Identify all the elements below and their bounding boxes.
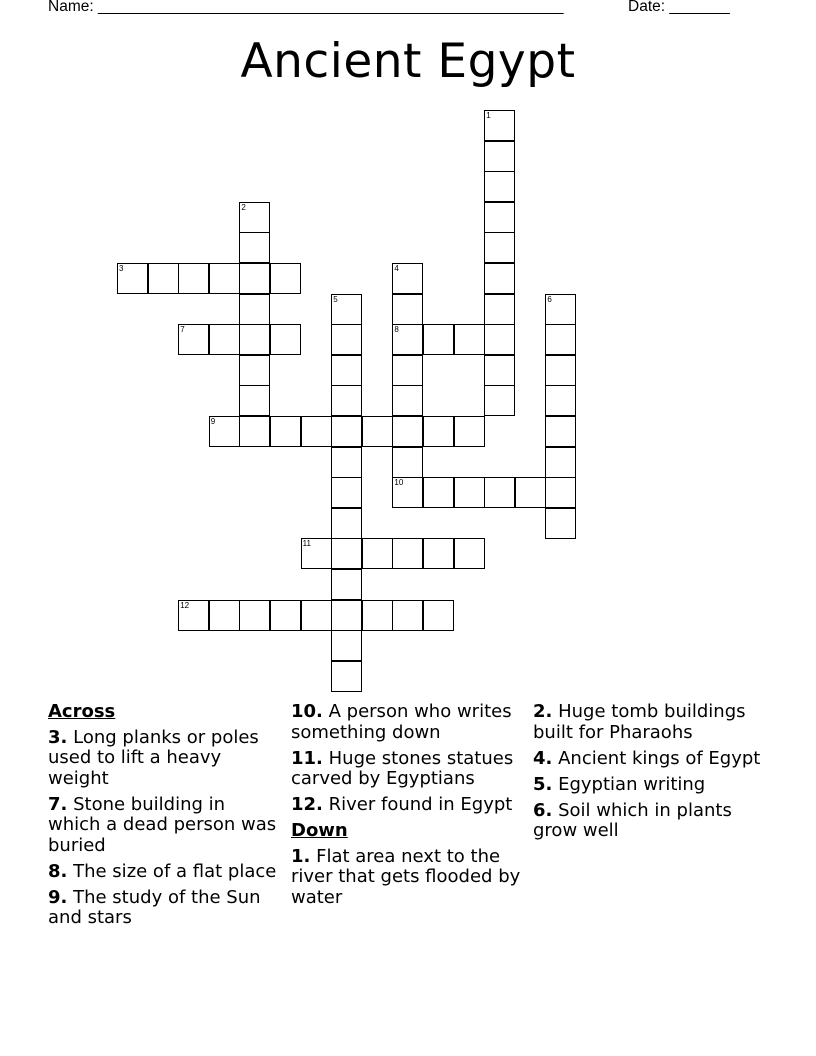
cell-number: 2 (241, 202, 246, 212)
grid-cell[interactable] (484, 263, 515, 294)
cell-number: 3 (119, 264, 124, 273)
grid-cell[interactable] (331, 416, 362, 447)
grid-cell[interactable] (331, 661, 362, 692)
grid-cell[interactable] (209, 600, 240, 631)
grid-cell[interactable] (423, 416, 454, 447)
grid-cell[interactable] (392, 385, 423, 416)
grid-cell[interactable] (239, 600, 270, 631)
grid-cell[interactable] (239, 202, 270, 233)
grid-cell[interactable] (392, 447, 423, 478)
grid-cell[interactable] (545, 385, 576, 416)
grid-cell[interactable] (331, 324, 362, 355)
grid-cell[interactable] (423, 477, 454, 508)
grid-cell[interactable] (484, 141, 515, 172)
grid-cell[interactable] (331, 630, 362, 661)
crossword-grid (117, 110, 577, 692)
grid-cell[interactable] (239, 324, 270, 355)
grid-cell[interactable] (392, 324, 423, 355)
grid-cell[interactable] (239, 416, 270, 447)
date-field-label: Date: _______ (628, 0, 730, 15)
down-heading: Down (291, 820, 348, 841)
grid-cell[interactable] (545, 477, 576, 508)
grid-cell[interactable] (454, 416, 485, 447)
grid-cell[interactable] (423, 538, 454, 569)
grid-cell[interactable] (484, 355, 515, 386)
grid-cell[interactable] (362, 538, 393, 569)
clue-down-1: 1. Flat area next to the river that gets flooded by water (291, 845, 521, 908)
grid-cell[interactable] (423, 324, 454, 355)
grid-cell[interactable] (392, 416, 423, 447)
puzzle-title: Ancient Egypt (240, 34, 576, 89)
grid-cell[interactable] (331, 508, 362, 539)
clue-across-7: 7. Stone building in which a dead person was buried (48, 793, 277, 856)
grid-cell[interactable] (209, 324, 240, 355)
grid-cell[interactable] (331, 538, 362, 569)
cell-number: 4 (394, 264, 399, 273)
grid-cell[interactable] (239, 263, 270, 294)
grid-cell[interactable] (331, 385, 362, 416)
grid-cell[interactable] (545, 447, 576, 478)
clue-across-10: 10. A person who writes something down (291, 701, 512, 743)
grid-cell[interactable] (270, 600, 301, 631)
cell-number: 5 (333, 294, 338, 304)
cell-number: 11 (302, 539, 311, 549)
grid-cell[interactable] (178, 600, 209, 631)
clue-across-8: 8. The size of a flat place (48, 860, 277, 882)
grid-cell[interactable] (209, 416, 240, 447)
grid-cell[interactable] (239, 385, 270, 416)
clue-across-11: 11. Huge stones statues carved by Egyptians (291, 747, 514, 789)
grid-cell[interactable] (239, 232, 270, 263)
grid-cell[interactable] (545, 508, 576, 539)
clue-down-6: 6. Soil which in plants grow well (533, 799, 732, 841)
across-heading: Across (48, 701, 116, 722)
grid-cell[interactable] (545, 416, 576, 447)
grid-cell[interactable] (117, 263, 148, 294)
grid-cell[interactable] (484, 385, 515, 416)
grid-cell[interactable] (392, 477, 423, 508)
grid-cell[interactable] (484, 477, 515, 508)
cell-number: 7 (180, 325, 185, 335)
grid-cell[interactable] (454, 538, 485, 569)
grid-cell[interactable] (362, 416, 393, 447)
grid-cell[interactable] (484, 324, 515, 355)
cell-number: 12 (180, 600, 190, 610)
grid-cell[interactable] (362, 600, 393, 631)
grid-cell[interactable] (484, 232, 515, 263)
grid-cell[interactable] (331, 355, 362, 386)
grid-cell[interactable] (270, 416, 301, 447)
clue-down-4: 4. Ancient kings of Egypt (533, 747, 761, 769)
grid-cell[interactable] (239, 294, 270, 325)
grid-cell[interactable] (301, 416, 332, 447)
clue-column-1 (48, 702, 280, 934)
grid-cell[interactable] (392, 355, 423, 386)
grid-cell[interactable] (515, 477, 546, 508)
clue-across-9: 9. The study of the Sun and stars (48, 886, 261, 928)
grid-cell[interactable] (331, 447, 362, 478)
grid-cell[interactable] (484, 202, 515, 233)
clue-across-3: 3. Long planks or poles used to lift a heavy weight (48, 726, 259, 789)
clue-column-2 (291, 702, 523, 914)
cell-number: 6 (547, 294, 552, 304)
grid-cell[interactable] (239, 355, 270, 386)
grid-cell[interactable] (209, 263, 240, 294)
grid-cell[interactable] (148, 263, 179, 294)
cell-number: 1 (486, 111, 491, 120)
grid-cell[interactable] (423, 600, 454, 631)
cell-number: 9 (210, 417, 216, 426)
grid-cell[interactable] (331, 477, 362, 508)
grid-cell[interactable] (454, 324, 485, 355)
grid-cell[interactable] (270, 263, 301, 294)
grid-cell[interactable] (178, 324, 209, 355)
grid-cell[interactable] (270, 324, 301, 355)
grid-cell[interactable] (454, 477, 485, 508)
grid-cell[interactable] (545, 324, 576, 355)
clue-down-5: 5. Egyptian writing (533, 773, 706, 795)
grid-cell[interactable] (331, 600, 362, 631)
grid-cell[interactable] (331, 569, 362, 600)
grid-cell[interactable] (484, 171, 515, 202)
cell-number: 8 (394, 325, 399, 335)
grid-cell[interactable] (484, 294, 515, 325)
grid-cell[interactable] (301, 600, 332, 631)
grid-cell[interactable] (392, 294, 423, 325)
grid-cell[interactable] (545, 355, 576, 386)
cell-number: 10 (394, 478, 404, 488)
grid-cell[interactable] (392, 600, 423, 631)
clue-down-2: 2. Huge tomb buildings built for Pharaohs (533, 701, 746, 743)
clue-column-3 (533, 702, 765, 847)
grid-cell[interactable] (392, 538, 423, 569)
grid-cell[interactable] (301, 538, 332, 569)
name-field-label: Name: ______________________________________________________ (48, 0, 564, 15)
clue-across-12: 12. River found in Egypt (291, 794, 513, 815)
grid-cell[interactable] (484, 110, 515, 141)
grid-cell[interactable] (178, 263, 209, 294)
grid-cell[interactable] (545, 294, 576, 325)
grid-cell[interactable] (392, 263, 423, 294)
grid-cell[interactable] (331, 294, 362, 325)
